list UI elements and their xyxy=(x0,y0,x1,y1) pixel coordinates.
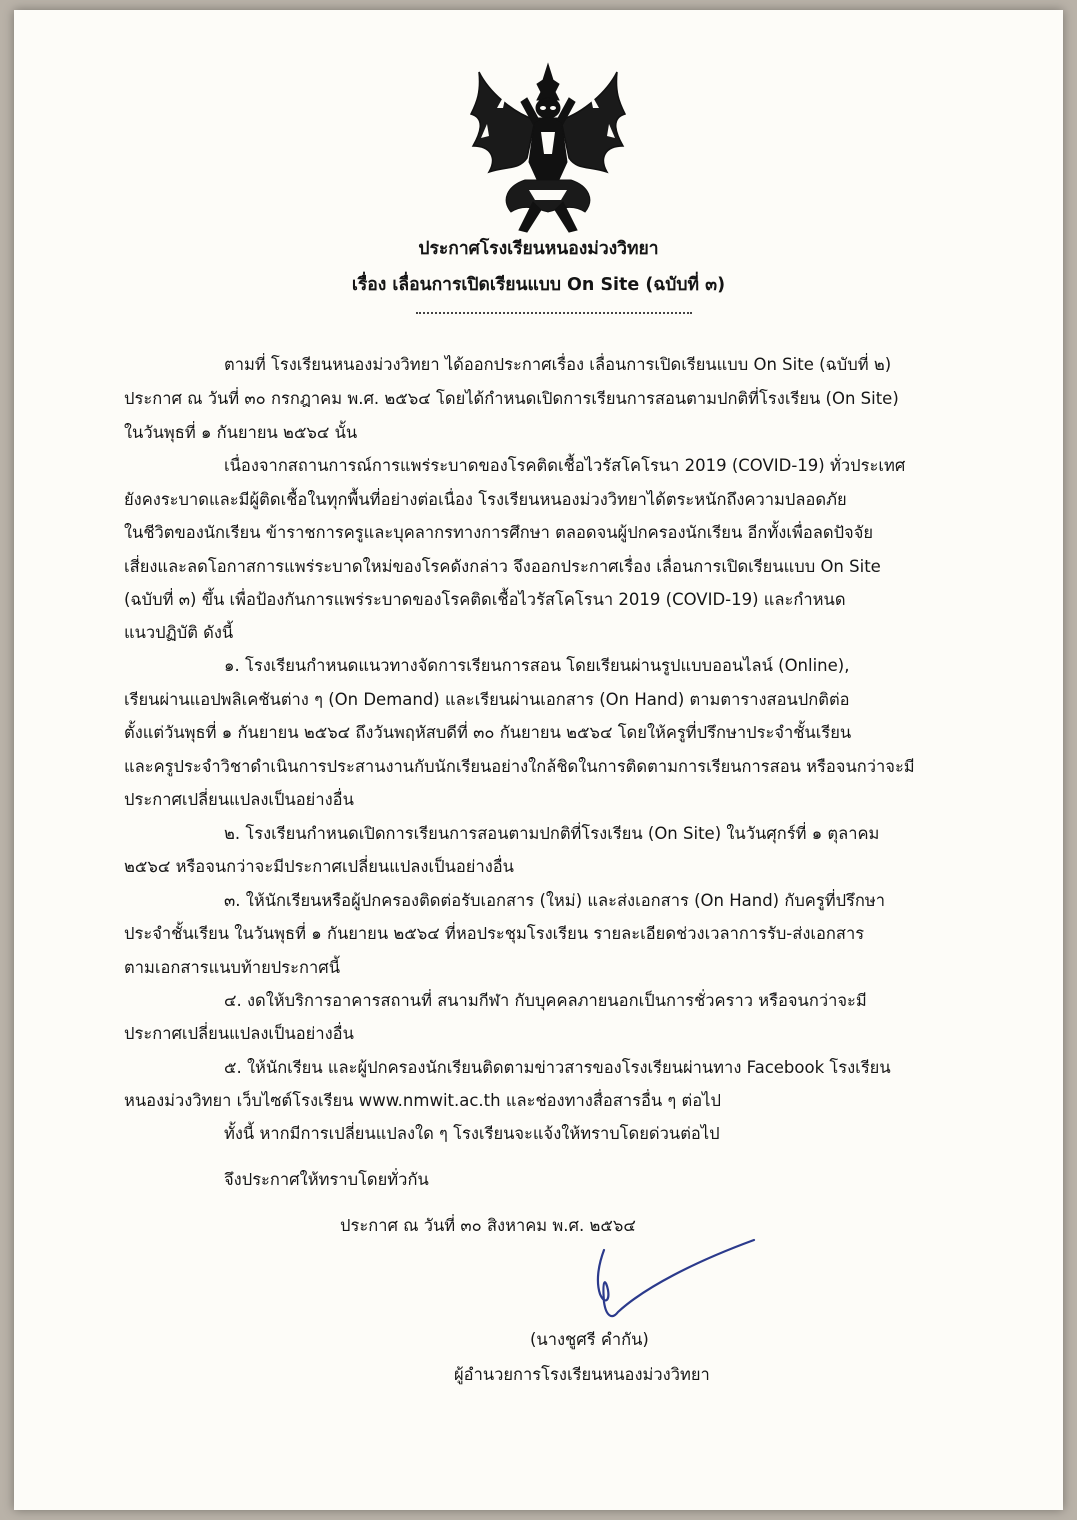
body-line: ยังคงระบาดและมีผู้ติดเชื้อในทุกพื้นที่อย่างต่อเนื่อง โรงเรียนหนองม่วงวิทยาได้ตระหนักถึงความปลอดภัย xyxy=(124,490,847,509)
body-line: ตามที่ โรงเรียนหนองม่วงวิทยา ได้ออกประกาศเรื่อง เลื่อนการเปิดเรียนแบบ On Site (ฉบับที่ ๒) xyxy=(224,355,892,374)
body-line: ในวันพุธที่ ๑ กันยายน ๒๕๖๔ นั้น xyxy=(124,423,358,442)
list-item-line: ๕. ให้นักเรียน และผู้ปกครองนักเรียนติดตามข่าวสารของโรงเรียนผ่านทาง Facebook โรงเรียน xyxy=(224,1058,891,1077)
list-item-line: ตามเอกสารแนบท้ายประกาศนี้ xyxy=(124,958,340,977)
body-line: ในชีวิตของนักเรียน ข้าราชการครูและบุคลากรทางการศึกษา ตลอดจนผู้ปกครองนักเรียน อีกทั้งเพื่อลดปัจจัย xyxy=(124,523,874,542)
body-line: (ฉบับที่ ๓) ขึ้น เพื่อป้องกันการแพร่ระบาดของโรคติดเชื้อไวรัสโคโรนา 2019 (COVID-19) และกำหนด xyxy=(124,590,846,609)
notice-line: ทั้งนี้ หากมีการเปลี่ยนแปลงใด ๆ โรงเรียนจะแจ้งให้ทราบโดยด่วนต่อไป xyxy=(224,1124,720,1143)
list-item-line: ประกาศเปลี่ยนแปลงเป็นอย่างอื่น xyxy=(124,790,354,809)
list-item-line: ตั้งแต่วันพุธที่ ๑ กันยายน ๒๕๖๔ ถึงวันพฤหัสบดีที่ ๓๐ กันยายน ๒๕๖๔ โดยให้ครูที่ปรึกษาประจำชั้นเรียน xyxy=(124,723,852,742)
closing-line: จึงประกาศให้ทราบโดยทั่วกัน xyxy=(224,1170,429,1189)
list-item-line: หนองม่วงวิทยา เว็บไซต์โรงเรียน www.nmwit.ac.th และช่องทางสื่อสารอื่น ๆ ต่อไป xyxy=(124,1091,721,1110)
list-item-line: และครูประจำวิชาดำเนินการประสานงานกับนักเรียนอย่างใกล้ชิดในการติดตามการเรียนการสอน หรือจนกว่าจะมี xyxy=(124,757,915,776)
garuda-emblem-icon xyxy=(467,62,629,234)
body-line: แนวปฏิบัติ ดังนี้ xyxy=(124,623,234,642)
list-item-line: ๒๕๖๔ หรือจนกว่าจะมีประกาศเปลี่ยนแปลงเป็นอย่างอื่น xyxy=(124,857,514,876)
signature-mark xyxy=(584,1232,764,1332)
list-item-line: ๔. งดให้บริการอาคารสถานที่ สนามกีฬา กับบุคคลภายนอกเป็นการชั่วคราว หรือจนกว่าจะมี xyxy=(224,991,867,1010)
body-line: ประกาศ ณ วันที่ ๓๐ กรกฎาคม พ.ศ. ๒๕๖๔ โดยได้กำหนดเปิดการเรียนการสอนตามปกติที่โรงเรียน (On Site) xyxy=(124,389,899,408)
announcement-date: ประกาศ ณ วันที่ ๓๐ สิงหาคม พ.ศ. ๒๕๖๔ xyxy=(340,1216,636,1235)
announcement-subject: เรื่อง เลื่อนการเปิดเรียนแบบ On Site (ฉบับที่ ๓) xyxy=(351,275,726,295)
signer-position: ผู้อำนวยการโรงเรียนหนองม่วงวิทยา xyxy=(454,1365,710,1384)
announcement-title: ประกาศโรงเรียนหนองม่วงวิทยา xyxy=(418,239,659,259)
list-item-line: ๓. ให้นักเรียนหรือผู้ปกครองติดต่อรับเอกสาร (ใหม่) และส่งเอกสาร (On Hand) กับครูที่ปรึกษา xyxy=(224,891,886,910)
document-page xyxy=(14,10,1063,1510)
list-item-line: ประจำชั้นเรียน ในวันพุธที่ ๑ กันยายน ๒๕๖๔ ที่หอประชุมโรงเรียน รายละเอียดช่วงเวลาการรับ-ส่งเอกสาร xyxy=(124,924,865,943)
body-line: เนื่องจากสถานการณ์การแพร่ระบาดของโรคติดเชื้อไวรัสโคโรนา 2019 (COVID-19) ทั่วประเทศ xyxy=(224,456,906,475)
list-item-line: ๑. โรงเรียนกำหนดแนวทางจัดการเรียนการสอน โดยเรียนผ่านรูปแบบออนไลน์ (Online), xyxy=(224,656,850,675)
body-line: เสี่ยงและลดโอกาสการแพร่ระบาดใหม่ของโรคดังกล่าว จึงออกประกาศเรื่อง เลื่อนการเปิดเรียนแบบ On Site xyxy=(124,557,881,576)
list-item-line: เรียนผ่านแอปพลิเคชันต่าง ๆ (On Demand) และเรียนผ่านเอกสาร (On Hand) ตามตารางสอนปกติต่อ xyxy=(124,690,850,709)
title-divider xyxy=(416,312,692,314)
list-item-line: ๒. โรงเรียนกำหนดเปิดการเรียนการสอนตามปกติที่โรงเรียน (On Site) ในวันศุกร์ที่ ๑ ตุลาคม xyxy=(224,824,880,843)
list-item-line: ประกาศเปลี่ยนแปลงเป็นอย่างอื่น xyxy=(124,1024,354,1043)
signer-name: (นางชูศรี คำกัน) xyxy=(530,1330,649,1349)
